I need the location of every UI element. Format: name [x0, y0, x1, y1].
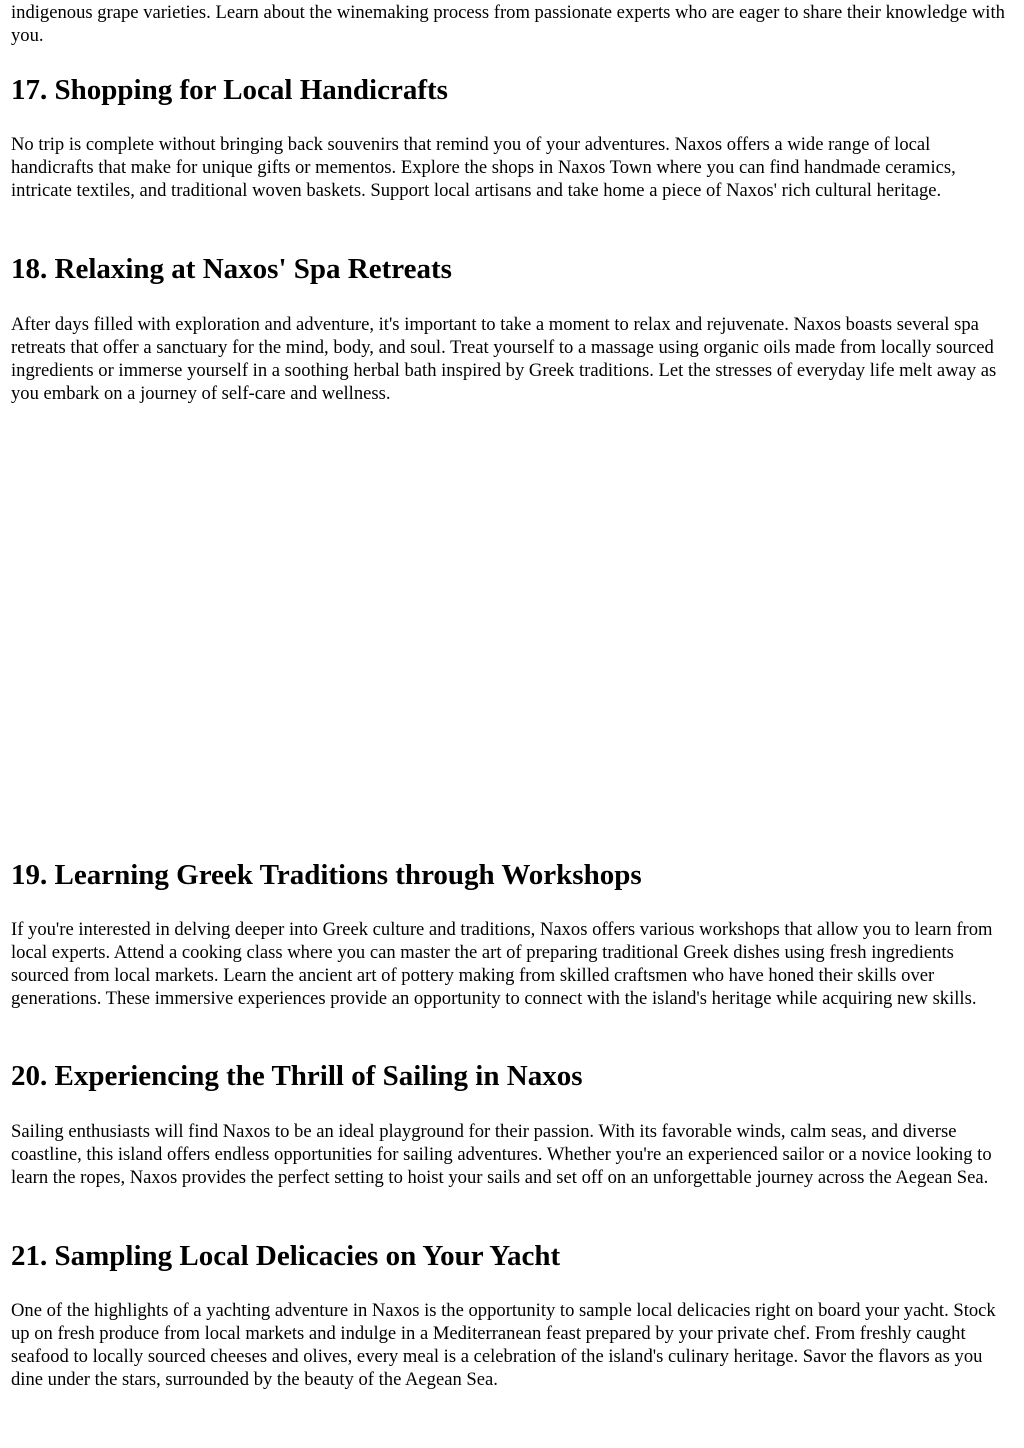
section-19-body: If you're interested in delving deeper into Greek culture and traditions, Naxos offers various workshops that allow you to learn from local experts. Attend a cooking class where you can master the art of preparing traditional Greek dishes using fresh ingredients sourced from local markets. Learn the ancient art of pottery making from skilled craftsmen who have honed their skills over generations. These immersive experiences provide an opportunity to connect with the island's heritage while acquiring new skills. [11, 919, 993, 1009]
section-20-heading: 20. Experiencing the Thrill of Sailing in Naxos [11, 1060, 583, 1092]
section-18-body: After days filled with exploration and adventure, it's important to take a moment to relax and rejuvenate. Naxos boasts several spa retreats that offer a sanctuary for the mind, body, and soul. Treat yourself to a massage using organic oils made from locally sourced ingredients or immerse yourself in a soothing herbal bath inspired by Greek traditions. Let the stresses of everyday life melt away as you embark on a journey of self-care and wellness. [11, 314, 997, 404]
section-21-body: One of the highlights of a yachting adventure in Naxos is the opportunity to sample local delicacies right on board your yacht. Stock up on fresh produce from local markets and indulge in a Mediterranean feast prepared by your private chef. From freshly caught seafood to locally sourced cheeses and olives, every meal is a celebration of the island's culinary heritage. Savor the flavors as you dine under the stars, surrounded by the beauty of the Aegean Sea. [11, 1300, 996, 1390]
section-17-heading: 17. Shopping for Local Handicrafts [11, 74, 448, 106]
section-18-heading: 18. Relaxing at Naxos' Spa Retreats [11, 253, 452, 285]
intro-paragraph: indigenous grape varieties. Learn about the winemaking process from passionate experts who are eager to share their knowledge with you. [11, 2, 1005, 46]
section-20-body: Sailing enthusiasts will find Naxos to be an ideal playground for their passion. With its favorable winds, calm seas, and diverse coastline, this island offers endless opportunities for sailing adventures. Whether you're an experienced sailor or a novice looking to learn the ropes, Naxos provides the perfect setting to hoist your sails and set off on an unforgettable journey across the Aegean Sea. [11, 1121, 992, 1188]
section-19-heading: 19. Learning Greek Traditions through Workshops [11, 859, 642, 891]
section-21-heading: 21. Sampling Local Delicacies on Your Yacht [11, 1240, 561, 1272]
section-17-body: No trip is complete without bringing back souvenirs that remind you of your adventures. Naxos offers a wide range of local handicrafts that make for unique gifts or mementos. Explore the shops in Naxos Town where you can find handmade ceramics, intricate textiles, and traditional woven baskets. Support local artisans and take home a piece of Naxos' rich cultural heritage. [11, 134, 956, 201]
